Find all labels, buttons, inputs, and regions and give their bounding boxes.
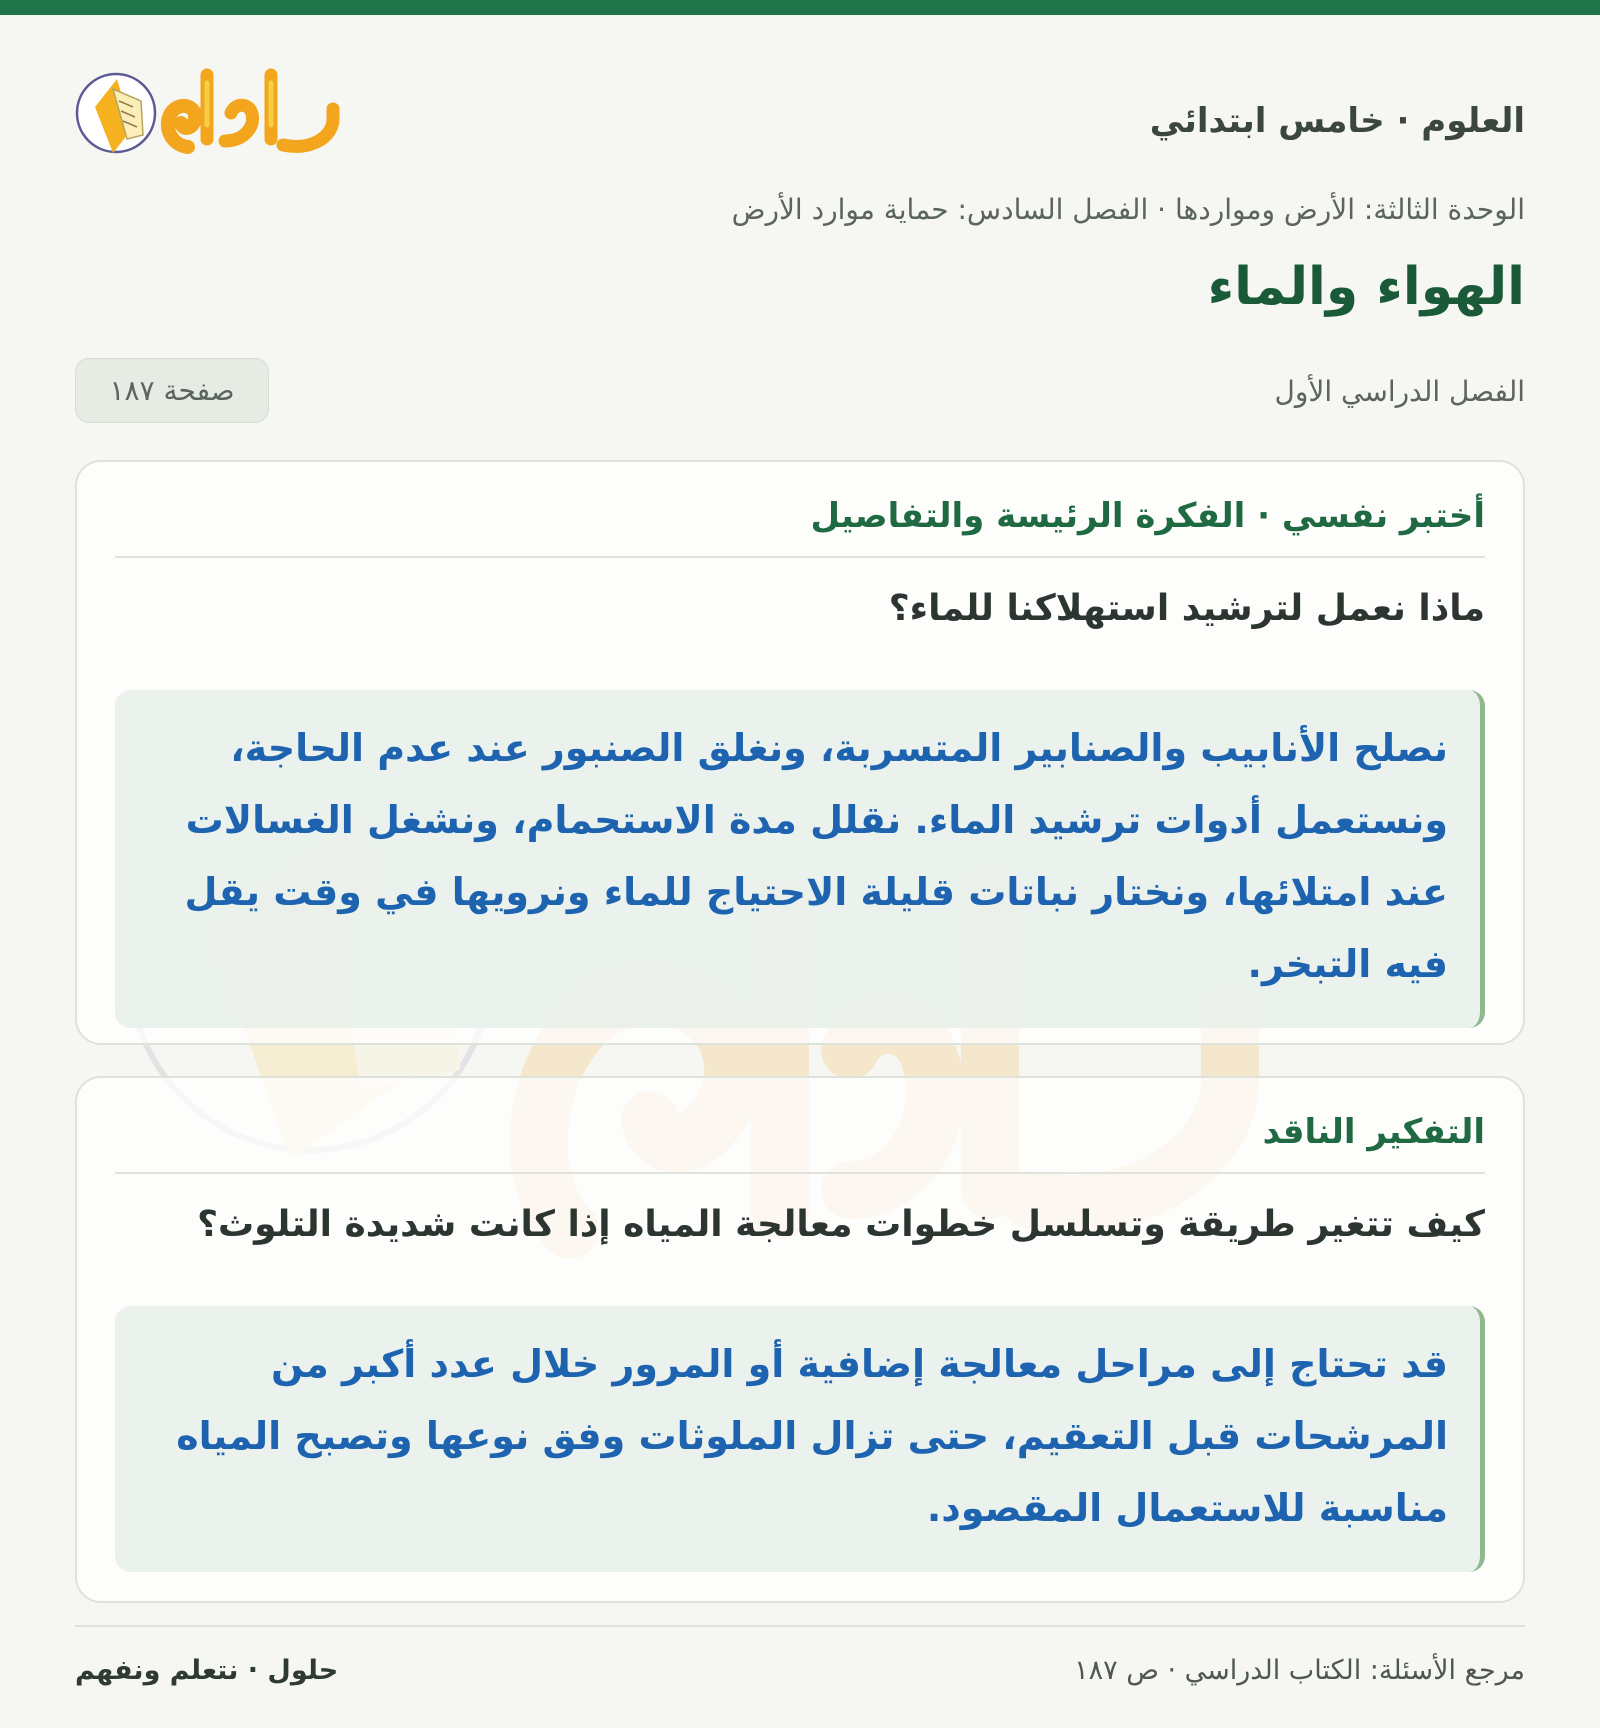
page-header [75, 55, 1525, 185]
breadcrumb: الوحدة الثالثة: الأرض ومواردها · الفصل السادس: حماية موارد الأرض [731, 193, 1525, 226]
answer-box: قد تحتاج إلى مراحل معالجة إضافية أو المرور خلال عدد أكبر من المرشحات قبل التعقيم، حتى تزال الملوثات وفق نوعها وتصبح المياه مناسبة للاستعمال المقصود. [115, 1306, 1485, 1572]
page [75, 15, 1525, 1728]
logo-wordmark [168, 75, 333, 147]
footer-brand[interactable]: حلول · نتعلم ونفهم [75, 1655, 339, 1686]
hulul-logo[interactable] [75, 55, 340, 175]
page-title: الهواء والماء [1207, 257, 1525, 317]
page-number-badge: صفحة ١٨٧ [75, 358, 269, 423]
subject-label: العلوم · خامس ابتدائي [1149, 101, 1525, 141]
question-text: كيف تتغير طريقة وتسلسل خطوات معالجة المياه إذا كانت شديدة التلوث؟ [197, 1204, 1485, 1245]
footer-divider [75, 1625, 1525, 1627]
term-label: الفصل الدراسي الأول [1274, 375, 1525, 408]
top-accent-bar [0, 0, 1600, 15]
answer-box: نصلح الأنابيب والصنابير المتسربة، ونغلق الصنبور عند عدم الحاجة، ونستعمل أدوات ترشيد الماء. نقلل مدة الاستحمام، ونشغل الغسالات عند امتلائها، ونختار نباتات قليلة الاحتياج للماء ونرويها في وقت يقل فيه التبخر. [115, 690, 1485, 1028]
footer-reference: مرجع الأسئلة: الكتاب الدراسي · ص ١٨٧ [1074, 1655, 1525, 1686]
section-heading: التفكير الناقد [115, 1112, 1485, 1174]
critical-thinking-card [75, 1076, 1525, 1603]
question-text: ماذا نعمل لترشيد استهلاكنا للماء؟ [888, 588, 1485, 629]
self-test-card [75, 460, 1525, 1045]
section-heading: أختبر نفسي · الفكرة الرئيسة والتفاصيل [115, 496, 1485, 558]
